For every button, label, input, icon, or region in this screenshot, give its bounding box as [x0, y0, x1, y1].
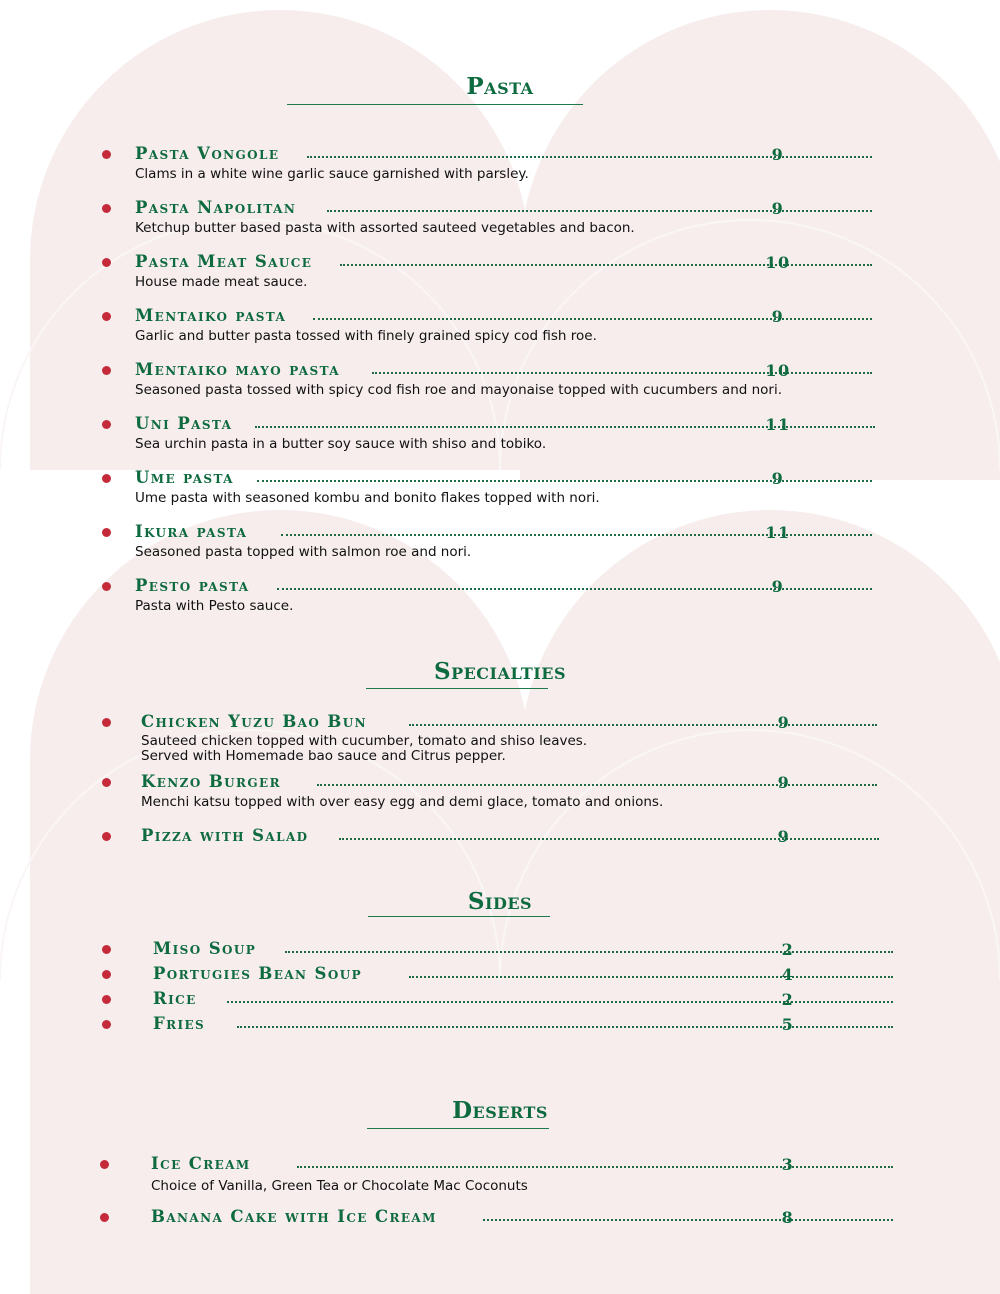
- bullet-dot: [102, 366, 111, 375]
- item-description: Sauteed chicken topped with cucumber, tomato and shiso leaves.: [141, 733, 588, 749]
- item-description: Seasoned pasta topped with salmon roe and nori.: [135, 544, 472, 560]
- item-price: 11: [765, 523, 791, 542]
- item-name: Mentaiko pasta: [135, 306, 287, 325]
- item-name: Pasta Vongole: [135, 144, 280, 163]
- item-name: Uni Pasta: [135, 414, 233, 433]
- item-price: 5: [781, 1015, 795, 1034]
- item-description: Ume pasta with seasoned kombu and bonito flakes topped with nori.: [135, 490, 600, 506]
- item-price: 9: [777, 773, 791, 792]
- item-description: Sea urchin pasta in a butter soy sauce with shiso and tobiko.: [135, 436, 547, 452]
- item-description: Menchi katsu topped with over easy egg and demi glace, tomato and onions.: [141, 794, 664, 810]
- item-name: Chicken Yuzu Bao Bun: [141, 712, 367, 731]
- bullet-dot: [102, 778, 111, 787]
- item-description: Clams in a white wine garlic sauce garnished with parsley.: [135, 166, 529, 182]
- section-title-specialties: Specialties: [433, 658, 567, 685]
- bullet-dot: [102, 945, 111, 954]
- dot-leader: [483, 1219, 893, 1221]
- bullet-dot: [102, 970, 111, 979]
- item-name: Miso Soup: [153, 939, 257, 958]
- dot-leader: [409, 976, 893, 978]
- bullet-dot: [102, 1020, 111, 1029]
- item-name: Pasta Meat Sauce: [135, 252, 313, 271]
- item-price: 8: [781, 1208, 795, 1227]
- item-name: Banana Cake with Ice Cream: [151, 1207, 437, 1226]
- item-name: Ikura pasta: [135, 522, 248, 541]
- item-description: House made meat sauce.: [135, 274, 308, 290]
- dot-leader: [297, 1166, 893, 1168]
- item-description: Choice of Vanilla, Green Tea or Chocolate Mac Coconuts: [151, 1178, 528, 1194]
- item-price: 9: [771, 307, 785, 326]
- item-price: 10: [765, 361, 791, 380]
- item-name: Fries: [153, 1014, 206, 1033]
- item-name: Ume pasta: [135, 468, 234, 487]
- item-price: 2: [781, 990, 795, 1009]
- item-price: 9: [771, 199, 785, 218]
- bullet-dot: [100, 1213, 109, 1222]
- item-price: 9: [771, 577, 785, 596]
- section-divider: [368, 916, 550, 917]
- item-name: Portugies Bean Soup: [153, 964, 363, 983]
- bullet-dot: [102, 582, 111, 591]
- dot-leader: [409, 724, 877, 726]
- item-price: 9: [777, 713, 791, 732]
- item-name: Pasta Napolitan: [135, 198, 297, 217]
- item-price: 11: [765, 415, 791, 434]
- item-name: Kenzo Burger: [141, 772, 281, 791]
- item-price: 2: [781, 940, 795, 959]
- item-description: Ketchup butter based pasta with assorted sauteed vegetables and bacon.: [135, 220, 635, 236]
- item-price: 9: [771, 145, 785, 164]
- bullet-dot: [102, 474, 111, 483]
- section-title-deserts: Deserts: [452, 1097, 548, 1124]
- bullet-dot: [100, 1160, 109, 1169]
- item-price: 3: [781, 1155, 795, 1174]
- item-description-line-2: Served with Homemade bao sauce and Citrus pepper.: [141, 748, 506, 764]
- bullet-dot: [102, 258, 111, 267]
- bullet-dot: [102, 832, 111, 841]
- item-price: 4: [781, 965, 795, 984]
- bullet-dot: [102, 204, 111, 213]
- item-price: 10: [765, 253, 791, 272]
- section-divider: [367, 1128, 549, 1129]
- item-description: Garlic and butter pasta tossed with finely grained spicy cod fish roe.: [135, 328, 597, 344]
- bullet-dot: [102, 718, 111, 727]
- bullet-dot: [102, 312, 111, 321]
- section-divider: [366, 688, 548, 689]
- item-name: Pesto pasta: [135, 576, 250, 595]
- item-price: 9: [771, 469, 785, 488]
- section-divider: [287, 104, 583, 105]
- item-name: Mentaiko mayo pasta: [135, 360, 340, 379]
- bullet-dot: [102, 420, 111, 429]
- section-title-pasta: Pasta: [466, 73, 534, 100]
- dot-leader: [372, 372, 872, 374]
- item-name: Rice: [153, 989, 197, 1008]
- item-name: Ice Cream: [151, 1154, 251, 1173]
- item-description: Seasoned pasta tossed with spicy cod fish roe and mayonaise topped with cucumbers and nori.: [135, 382, 783, 398]
- item-name: Pizza with Salad: [141, 826, 309, 845]
- bullet-dot: [102, 528, 111, 537]
- item-description: Pasta with Pesto sauce.: [135, 598, 294, 614]
- bullet-dot: [102, 150, 111, 159]
- section-title-sides: Sides: [467, 888, 533, 915]
- item-price: 9: [777, 827, 791, 846]
- bullet-dot: [102, 995, 111, 1004]
